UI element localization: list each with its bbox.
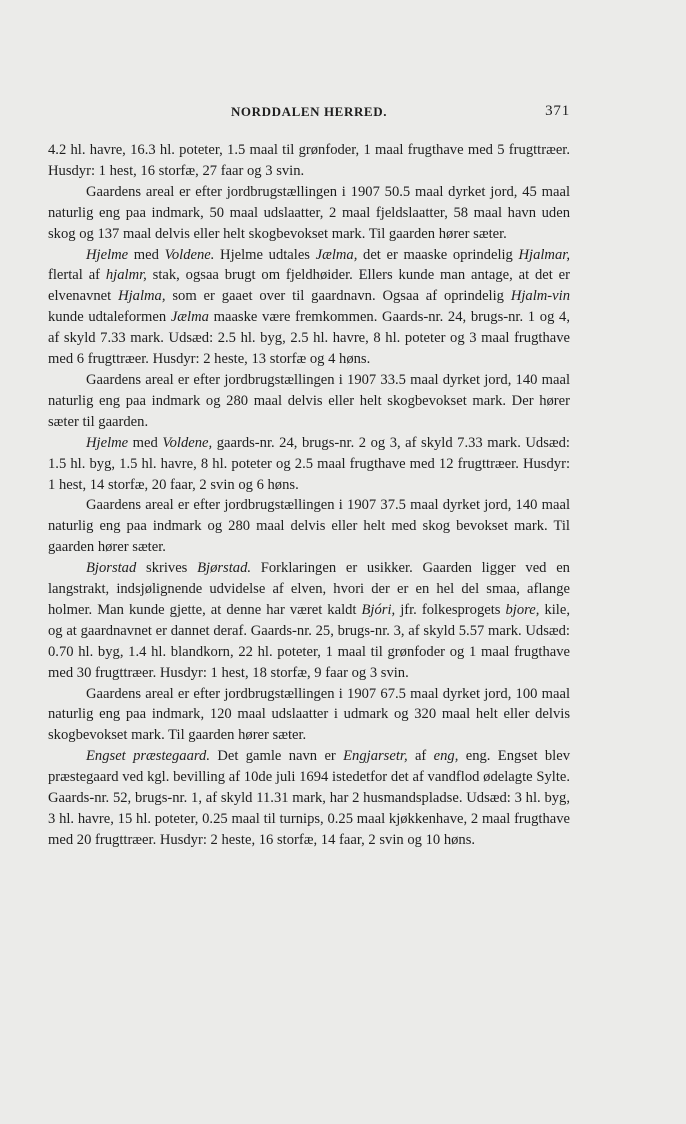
italic-text: Hjalm-vin: [510, 288, 570, 305]
text-run: 4.2 hl. havre, 16.3 hl. poteter, 1.5 maal til grønfoder, 1 maal frugthave med 5 frugttræer. Husdyr: 1 hest, 16 storfæ, 27 faar og 3 svin.: [48, 142, 570, 179]
italic-text: Hjelme: [86, 246, 129, 263]
body-text: [48, 140, 570, 851]
text-run: som er gaaet over til gaardnavn. Ogsaa af oprindelig: [165, 288, 511, 305]
text-run: maaske være fremkommen. Gaards-nr. 24, brugs-nr. 1 og 4, af skyld 7.33 mark. Udsæd: 2.5 hl. byg, 2.5 hl. havre, 8 hl. poteter og 3 maal frugthave med 6 frugttræer. Husdyr: 2 heste, 13 storfæ og 4 høns.: [48, 309, 570, 368]
italic-text: Jælma,: [315, 246, 358, 263]
running-header: [48, 104, 570, 120]
text-run: flertal af: [48, 267, 106, 284]
text-run: gaards-nr. 24, brugs-nr. 2 og 3, af skyld 7.33 mark. Udsæd: 1.5 hl. byg, 1.5 hl. havre, 8 hl. poteter og 2.5 maal frugthave med 12 frugttræer. Husdyr: 1 hest, 14 storfæ, 20 faar, 2 svin og 6 høns.: [48, 434, 570, 493]
text-run: af: [407, 748, 434, 765]
text-run: skrives: [136, 560, 198, 577]
italic-text: Bjorstad: [86, 560, 137, 577]
italic-text: Engset præstegaard.: [86, 748, 210, 765]
italic-text: Bjóri,: [361, 601, 396, 618]
paragraph: [48, 433, 570, 496]
italic-text: Hjalma,: [118, 288, 166, 305]
running-title: NORDDALEN HERRED.: [230, 104, 388, 119]
text-run: eng. Engset blev præstegaard ved kgl. bevilling af 10de juli 1694 istedetfor det af vandflod ødelagte Sylte. Gaards-nr. 52, brugs-nr. 1, af skyld 11.31 mark, har 2 husmandspladse. Udsæd: 3 hl. byg, 3 hl. havre, 15 hl. poteter, 0.25 maal til turnips, 0.25 maal kjøkkenhave, 2 maal frugthave med 20 frugttræer. Husdyr: 2 heste, 16 storfæ, 14 faar, 2 svin og 10 høns.: [48, 748, 570, 848]
italic-text: Jælma: [170, 309, 209, 326]
text-run: Gaardens areal er efter jordbrugstællingen i 1907 67.5 maal dyrket jord, 100 maal naturlig eng paa indmark, 120 maal udslaatter i udmark og 320 maal helt eller delvis skogbevokset mark. Til gaarden hører sæter.: [48, 685, 570, 744]
text-run: Hjelme udtales: [214, 246, 316, 263]
paragraph: [48, 182, 570, 245]
text-run: Gaardens areal er efter jordbrugstællingen i 1907 33.5 maal dyrket jord, 140 maal naturlig eng paa indmark og 280 maal delvis eller helt skogbevokset mark. Der hører sæter til gaarden.: [48, 371, 570, 430]
paragraph: [48, 495, 570, 558]
italic-text: Voldene,: [162, 434, 213, 451]
italic-text: eng,: [433, 748, 459, 765]
paragraph: [48, 746, 570, 851]
italic-text: hjalmr,: [105, 267, 147, 284]
text-run: kile, og at gaardnavnet er dannet deraf. Gaards-nr. 25, brugs-nr. 3, af skyld 5.57 mark. Udsæd: 0.70 hl. byg, 1.4 hl. blandkorn, 22 hl. poteter, 1 maal til grønfoder og 1 maal frugthave med 30 frugttræer. Husdyr: 1 hest, 18 storfæ, 9 faar og 3 svin.: [48, 601, 570, 681]
page-number: 371: [545, 103, 570, 119]
italic-text: Hjalmar,: [518, 246, 570, 263]
text-run: Gaardens areal er efter jordbrugstællingen i 1907 37.5 maal dyrket jord, 140 maal naturlig eng paa indmark og 280 maal delvis eller helt med skog bevokset mark. Til gaarden hører sæter.: [48, 497, 570, 556]
text-run: jfr. folkesprogets: [395, 601, 506, 618]
text-run: Det gamle navn er: [209, 748, 344, 765]
paragraph: [48, 140, 570, 182]
paragraph: [48, 245, 570, 370]
text-run: med: [128, 246, 165, 263]
text-run: med: [128, 434, 163, 451]
paragraph: [48, 684, 570, 747]
text-run: det er maaske oprindelig: [357, 246, 519, 263]
text-run: stak, ogsaa brugt om fjeldhøider. Ellers kunde man antage, at det er elvenavnet: [48, 267, 570, 305]
italic-text: Bjørstad.: [197, 560, 252, 577]
text-run: Forklaringen er usikker. Gaarden ligger ved en langstrakt, indsjølignende udvidelse af elven, hvori der er en hel del smaa, aflange holmer. Man kunde gjette, at denne har været kaldt: [48, 560, 570, 618]
italic-text: Hjelme: [86, 434, 129, 451]
italic-text: bjore,: [505, 601, 540, 618]
paragraph: [48, 558, 570, 683]
paragraph: [48, 370, 570, 433]
italic-text: Engjarsetr,: [343, 748, 408, 765]
text-run: Gaardens areal er efter jordbrugstællingen i 1907 50.5 maal dyrket jord, 45 maal naturlig eng paa indmark, 50 maal udslaatter, 2 maal fjeldslaatter, 58 maal havn uden skog og 137 maal delvis eller helt skogbevokset mark. Til gaarden hører sæter.: [48, 183, 570, 242]
italic-text: Voldene.: [164, 246, 215, 263]
text-run: kunde udtaleformen: [48, 309, 171, 326]
